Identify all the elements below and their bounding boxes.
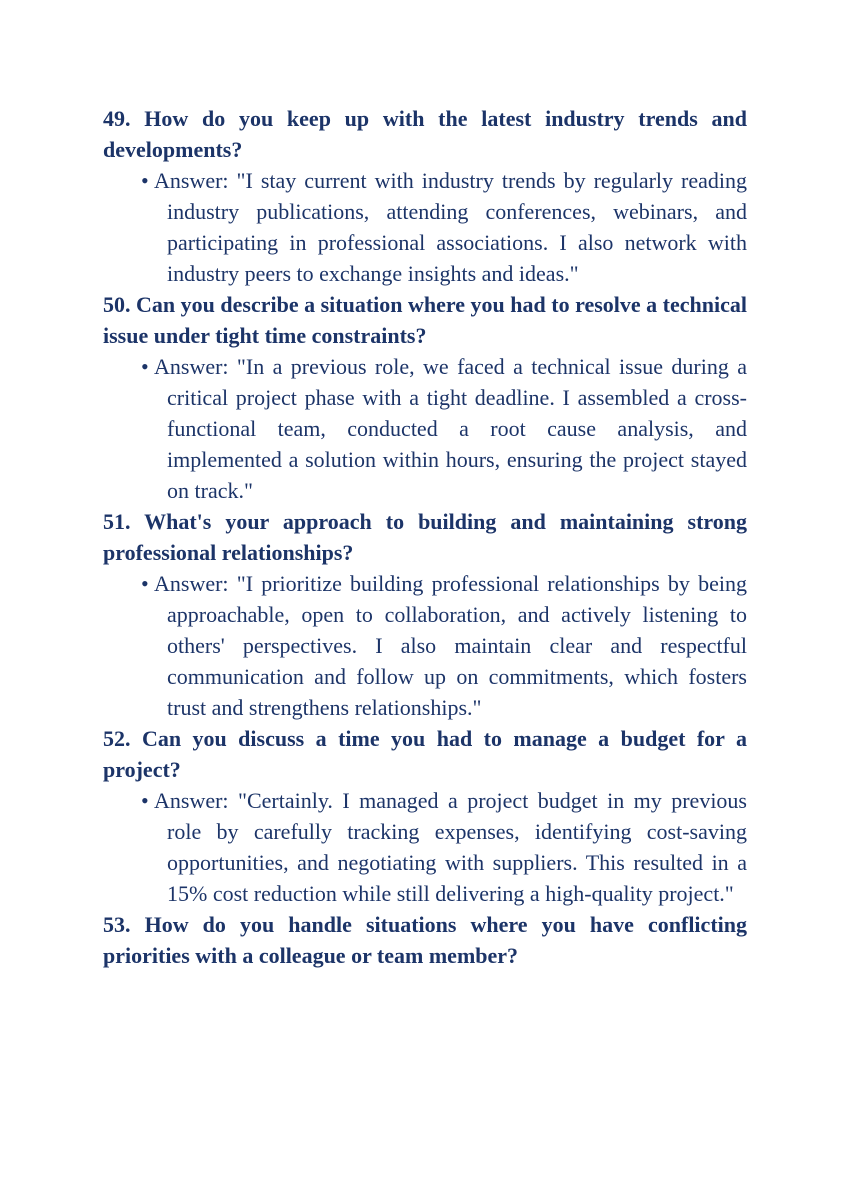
- qa-item-50: [103, 289, 747, 506]
- answer-bullet: [103, 351, 747, 506]
- qa-item-52: [103, 723, 747, 909]
- answer-bullet: [103, 165, 747, 289]
- question-heading: 49. How do you keep up with the latest industry trends and developments?: [103, 106, 747, 162]
- answer-bullet: [103, 568, 747, 723]
- question-heading: 53. How do you handle situations where you have conflicting priorities with a colleague or team member?: [103, 912, 747, 968]
- answer-bullet: [103, 785, 747, 909]
- qa-item-53: [103, 909, 747, 971]
- answer-text: Answer: "Certainly. I managed a project budget in my previous role by carefully tracking expenses, identifying cost-saving opportunities, and negotiating with suppliers. This resulted in a 15% cost reduction while still delivering a high-quality project.": [154, 788, 747, 906]
- document-page: [103, 103, 747, 971]
- answer-text: Answer: "In a previous role, we faced a technical issue during a critical project phase with a tight deadline. I assembled a cross-functional team, conducted a root cause analysis, and implemented a solution within hours, ensuring the project stayed on track.": [154, 354, 747, 503]
- bullet-icon: •: [141, 788, 149, 813]
- qa-item-49: [103, 103, 747, 289]
- bullet-icon: •: [141, 168, 149, 193]
- answer-text: Answer: "I prioritize building professional relationships by being approachable, open to collaboration, and actively listening to others' perspectives. I also maintain clear and respectful communication and follow up on commitments, which fosters trust and strengthens relationships.": [154, 571, 747, 720]
- bullet-icon: •: [141, 571, 149, 596]
- bullet-icon: •: [141, 354, 149, 379]
- question-heading: 52. Can you discuss a time you had to manage a budget for a project?: [103, 726, 747, 782]
- answer-text: Answer: "I stay current with industry trends by regularly reading industry publications, attending conferences, webinars, and participating in professional associations. I also network with industry peers to exchange insights and ideas.": [154, 168, 747, 286]
- qa-item-51: [103, 506, 747, 723]
- question-heading: 50. Can you describe a situation where you had to resolve a technical issue under tight time constraints?: [103, 292, 747, 348]
- question-heading: 51. What's your approach to building and maintaining strong professional relationships?: [103, 509, 747, 565]
